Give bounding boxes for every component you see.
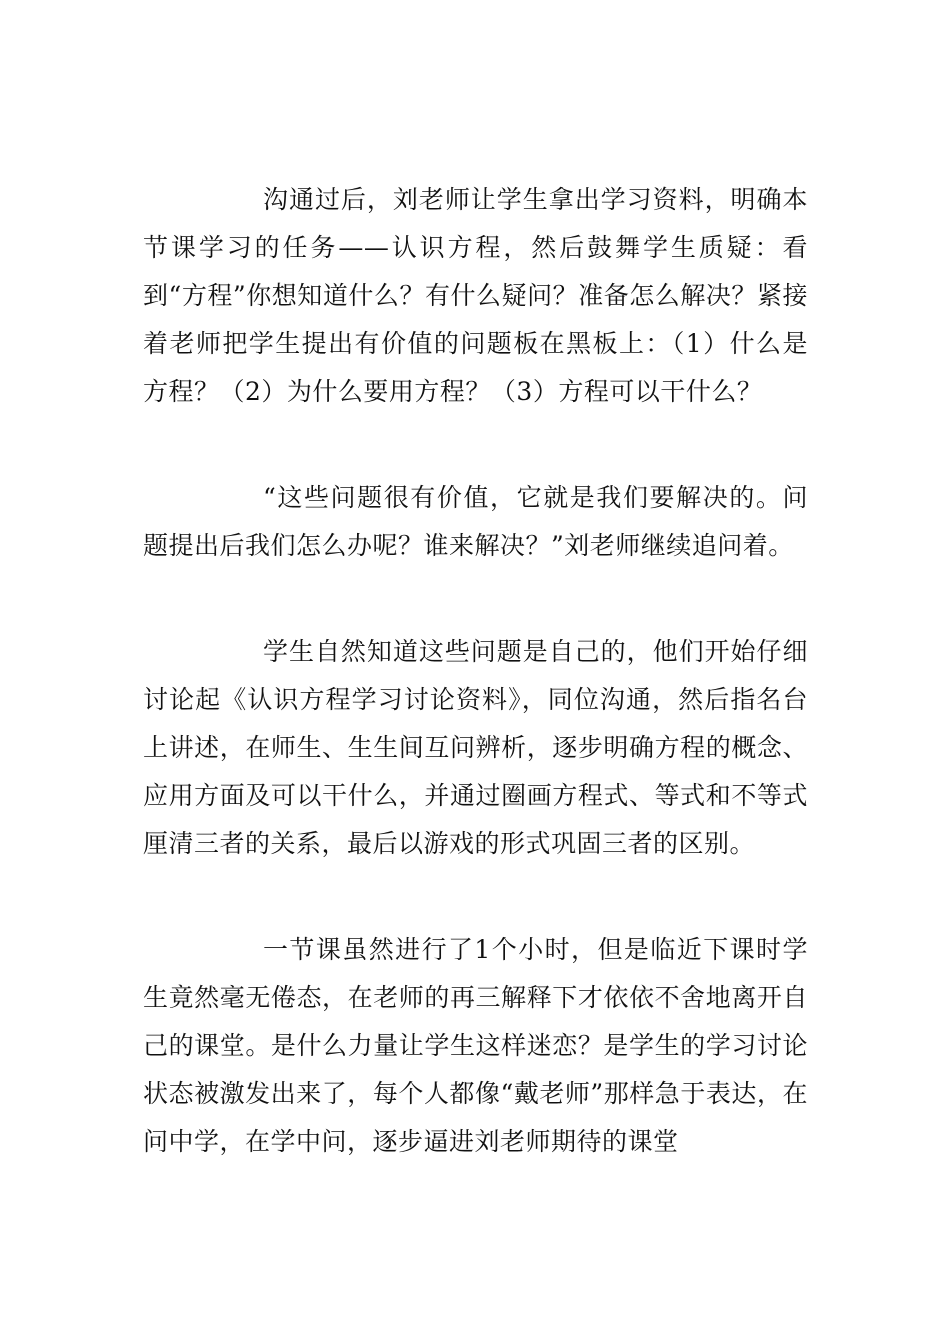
paragraph-4: 一节课虽然进行了1个小时，但是临近下课时学生竟然毫无倦态，在老师的再三解释下才依依不舍地离开自己的课堂。是什么力量让学生这样迷恋？是学生的学习讨论状态被激发出来了，每个人都像“戴老师”那样急于表达，在问中学，在学中问，逐步逼进刘老师期待的课堂 [143,935,808,1156]
paragraph-2: “这些问题很有价值，它就是我们要解决的。问题提出后我们怎么办呢？谁来解决？”刘老师继续追问着。 [143,483,808,560]
paragraph-1: 沟通过后，刘老师让学生拿出学习资料，明确本节课学习的任务——认识方程，然后鼓舞学生质疑：看到“方程”你想知道什么？有什么疑问？准备怎么解决？紧接着老师把学生提出有价值的问题板在黑板上：（1）什么是方程？（2）为什么要用方程？（3）方程可以干什么？ [143,185,808,406]
document-body [143,176,808,1224]
paragraph-3: 学生自然知道这些问题是自己的，他们开始仔细讨论起《认识方程学习讨论资料》，同位沟通，然后指名台上讲述，在师生、生生间互问辨析，逐步明确方程的概念、应用方面及可以干什么，并通过圈画方程式、等式和不等式厘清三者的关系，最后以游戏的形式巩固三者的区别。 [143,637,808,858]
